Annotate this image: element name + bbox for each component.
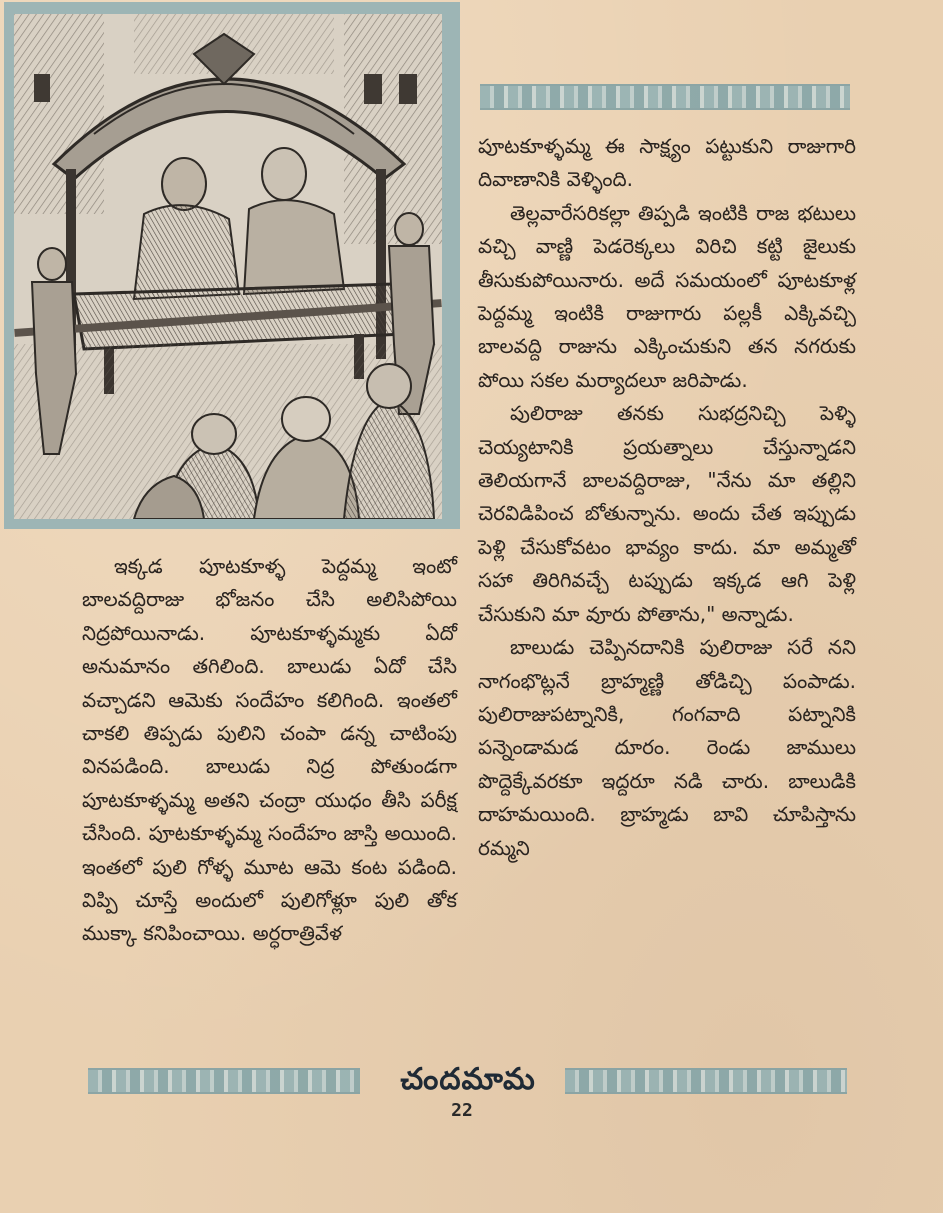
decorative-border-top — [480, 84, 850, 110]
paragraph: తెల్లవారేసరికల్లా తిప్పడి ఇంటికి రాజ భటులు వచ్చి వాణ్ణి పెడరెక్కలు విరిచి కట్టి జైలుకు తీసుకుపోయినారు. అదే సమయంలో పూటకూళ్ల పెద్దమ్మ ఇంటికి రాజుగారు పల్లకీ ఎక్కివచ్చి బాలవద్ది రాజును ఎక్కించుకుని తన నగరుకు పోయి సకల మర్యాదలూ జరిపాడు. — [478, 200, 856, 392]
paragraph: పులిరాజు తనకు సుభద్రనిచ్చి పెళ్ళి చెయ్యటానికి ప్రయత్నాలు చేస్తున్నాడని తెలియగానే బాలవద్దిరాజు, "నేను మా తల్లిని చెరవిడిపించ బోతున్నాను. అందు చేత ఇప్పుడు పెళ్లి చేసుకోవటం భావ్యం కాదు. మా అమ్మతో సహా తిరిగివచ్చే టప్పుడు ఇక్కడ ఆగి పెళ్లి చేసుకుని మా వూరు పోతాను," అన్నాడు. — [478, 401, 856, 626]
paragraph: బాలుడు చెప్పినదానికి పులిరాజు సరే నని నాగంభొట్లనే బ్రాహ్మణ్ణి తోడిచ్చి పంపాడు. పులిరాజుపట్నానికి, గంగవాది పట్నానికి పన్నెండామడ దూరం. రెండు జాములు పొద్దెక్కేవరకూ ఇద్దరూ నడి చారు. బాలుడికి దాహమయింది. బ్రాహ్మడు బావి చూపిస్తాను రమ్మని — [478, 635, 856, 860]
left-column — [82, 550, 457, 951]
illustration-frame — [4, 2, 460, 529]
decorative-border-bottom-left — [88, 1068, 360, 1094]
palanquin-illustration — [14, 14, 442, 519]
decorative-border-bottom-right — [565, 1068, 847, 1094]
paragraph: పూటకూళ్ళమ్మ ఈ సాక్ష్యం పట్టుకుని రాజుగారి దివాణానికి వెళ్ళింది. — [478, 134, 856, 192]
magazine-title: చందమామ — [400, 1062, 536, 1097]
page-number: 22 — [451, 1100, 473, 1121]
right-column — [478, 130, 856, 865]
paragraph: ఇక్కడ పూటకూళ్ళ పెద్దమ్మ ఇంటో బాలవద్దిరాజు భోజనం చేసి అలిసిపోయి నిద్రపోయినాడు. పూటకూళ్ళమ్మకు ఏదో అనుమానం తగిలింది. బాలుడు ఏదో చేసి వచ్చాడని ఆమెకు సందేహం కలిగింది. ఇంతలో చాకలి తిప్పడు పులిని చంపా డన్న చాటింపు వినపడింది. బాలుడు నిద్ర పోతుండగా పూటకూళ్ళమ్మ అతని చంద్రా యుధం తీసి పరీక్ష చేసింది. పూటకూళ్ళమ్మ సందేహం జాస్తి అయింది. ఇంతలో పులి గోళ్ళ మూట ఆమె కంట పడింది. విప్పి చూస్తే అందులో పులిగోళ్లూ పులి తోక ముక్కా కనిపించాయి. అర్ధరాత్రివేళ — [82, 554, 457, 946]
